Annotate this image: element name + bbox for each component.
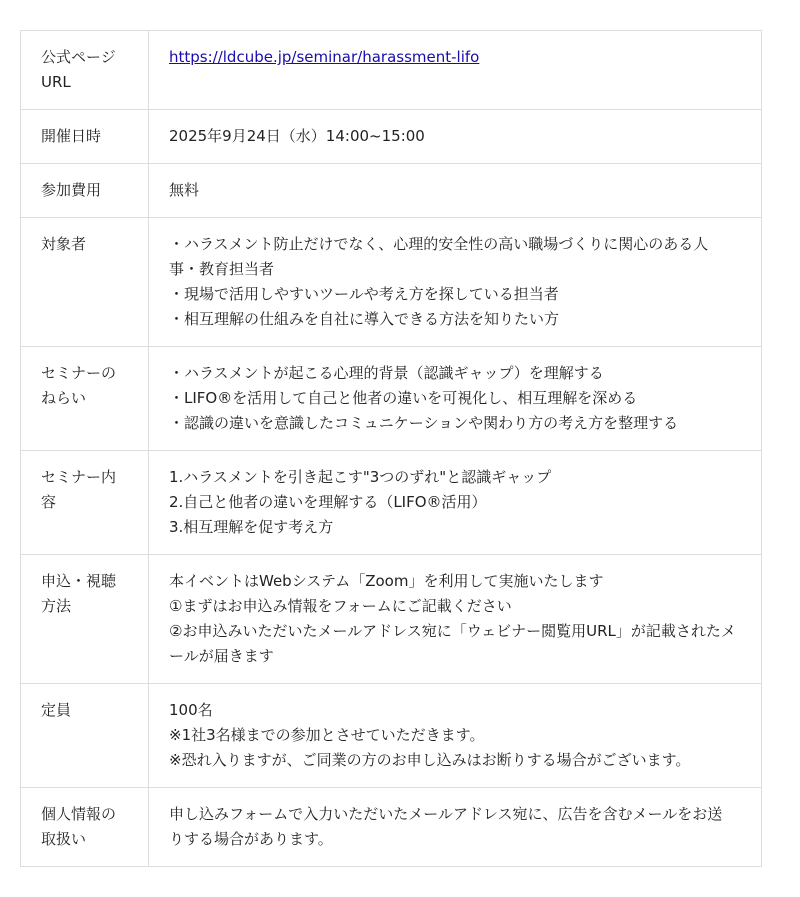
row-value: [149, 31, 762, 110]
table-row-aims: [21, 347, 762, 451]
row-line: ②お申込みいただいたメールアドレス宛に「ウェビナー閲覧用URL」が記載されたメールが届きます: [169, 622, 736, 665]
row-line: 3.相互理解を促す考え方: [169, 518, 334, 536]
row-line: ・ハラスメント防止だけでなく、心理的安全性の高い職場づくりに関心のある人事・教育担当者: [169, 235, 709, 278]
table-row-datetime: [21, 110, 762, 164]
row-value: [149, 164, 762, 218]
row-line: ※1社3名様までの参加とさせていただきます。: [169, 726, 485, 744]
row-line: 無料: [169, 181, 200, 199]
table-row-capacity: [21, 684, 762, 788]
row-line: ・ハラスメントが起こる心理的背景（認識ギャップ）を理解する: [169, 364, 604, 382]
row-label: セミナー内容: [21, 451, 149, 555]
row-line: ①まずはお申込み情報をフォームにご記載ください: [169, 597, 512, 615]
table-row-privacy: [21, 788, 762, 867]
row-value: [149, 347, 762, 451]
row-label: 参加費用: [21, 164, 149, 218]
row-line: 2.自己と他者の違いを理解する（LIFO®活用）: [169, 493, 487, 511]
row-line: 1.ハラスメントを引き起こす"3つのずれ"と認識ギャップ: [169, 468, 552, 486]
row-label: 公式ページURL: [21, 31, 149, 110]
official-page-link[interactable]: https://ldcube.jp/seminar/harassment-lifo: [169, 48, 480, 66]
row-label: 個人情報の取扱い: [21, 788, 149, 867]
row-value: [149, 788, 762, 867]
row-line: 100名: [169, 701, 213, 719]
row-value: [149, 684, 762, 788]
row-value: [149, 555, 762, 684]
row-label: 対象者: [21, 218, 149, 347]
table-row-application: [21, 555, 762, 684]
row-line: ・LIFO®を活用して自己と他者の違いを可視化し、相互理解を深める: [169, 389, 638, 407]
row-line: 申し込みフォームで入力いただいたメールアドレス宛に、広告を含むメールをお送りする場合があります。: [169, 805, 723, 848]
row-label: 申込・視聴方法: [21, 555, 149, 684]
row-line: 2025年9月24日（水）14:00~15:00: [169, 127, 425, 145]
table-row-content: [21, 451, 762, 555]
row-value: [149, 451, 762, 555]
row-label: 定員: [21, 684, 149, 788]
table-row-target: [21, 218, 762, 347]
row-value: [149, 218, 762, 347]
row-line: ・認識の違いを意識したコミュニケーションや関わり方の考え方を整理する: [169, 414, 679, 432]
row-value: [149, 110, 762, 164]
table-row-url: [21, 31, 762, 110]
table-row-fee: [21, 164, 762, 218]
seminar-info-container: [20, 30, 762, 867]
row-line: ※恐れ入りますが、ご同業の方のお申し込みはお断りする場合がございます。: [169, 751, 691, 769]
row-line: ・現場で活用しやすいツールや考え方を探している担当者: [169, 285, 559, 303]
seminar-info-table: [20, 30, 762, 867]
row-label: 開催日時: [21, 110, 149, 164]
row-line: 本イベントはWebシステム「Zoom」を利用して実施いたします: [169, 572, 604, 590]
row-line: ・相互理解の仕組みを自社に導入できる方法を知りたい方: [169, 310, 560, 328]
row-label: セミナーのねらい: [21, 347, 149, 451]
